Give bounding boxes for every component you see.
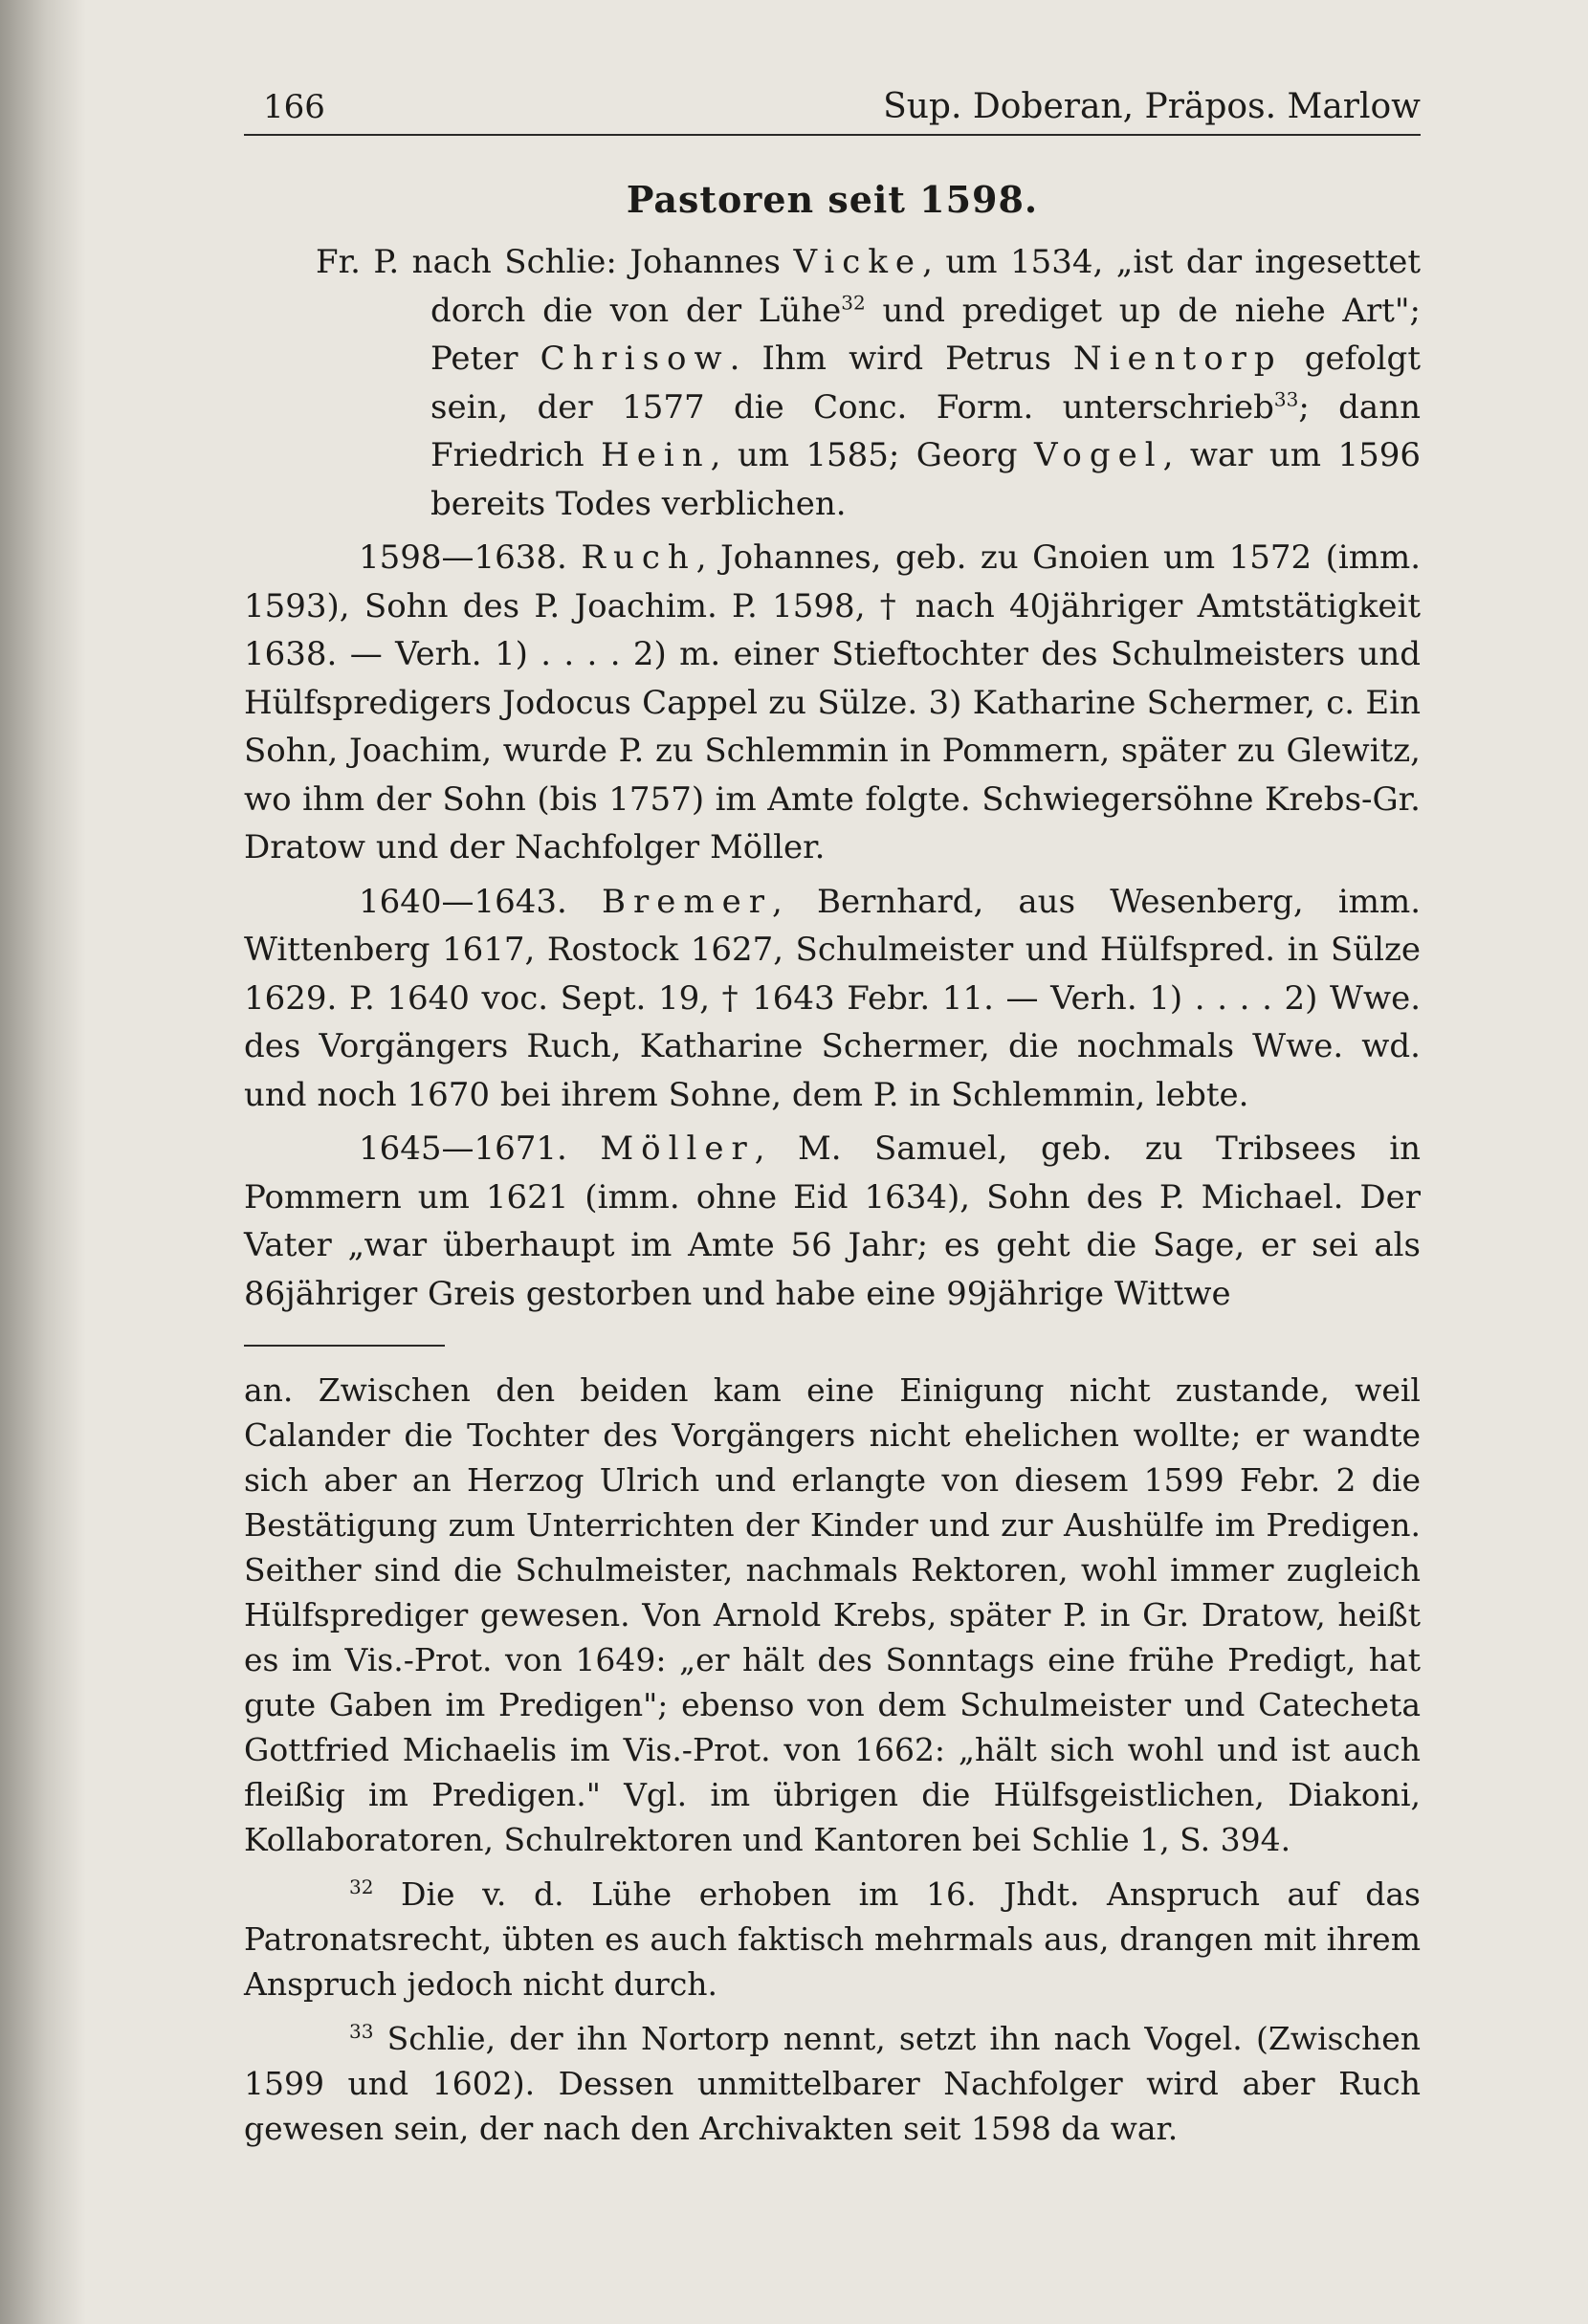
footnote-33 — [244, 2016, 1421, 2151]
footnote-number: 32 — [349, 1875, 374, 1898]
page-header — [244, 75, 1421, 136]
intro-text: Fr. P. nach Schlie: Johannes — [316, 243, 794, 281]
section-title: Pastoren seit 1598. — [626, 178, 1039, 221]
entry-text: , Johannes, geb. zu Gnoien um 1572 (imm. 1593), Sohn des P. Joachim. P. 1598, † nach 40jähriger Amtstätigkeit 1638. — Verh. 1) . . . . 2) m. einer Stieftochter des Schulmeisters und Hülfspredigers Jodocus Cappel zu Sülze. 3) Katharine Schermer, c. Ein Sohn, Joachim, wurde P. zu Schlemmin in Pommern, später zu Glewitz, wo ihm der Sohn (bis 1757) im Amte folgte. Schwiegersöhne Krebs-Gr. Dratow und der Nachfolger Möller. — [244, 538, 1422, 866]
entry-years: 1640—1643. — [359, 882, 567, 921]
entry-name: Bremer — [602, 882, 773, 921]
footnote-rule — [244, 1345, 445, 1347]
footnote-text: Schlie, der ihn Nortorp nennt, setzt ihn nach Vogel. (Zwischen 1599 und 1602). Dessen unmittelbarer Nachfolger wird aber Ruch gewesen sein, der nach den Archivakten seit 1598 da war. — [244, 2020, 1421, 2147]
footnote-text: Die v. d. Lühe erhoben im 16. Jhdt. Anspruch auf das Patronatsrecht, übten es auch faktisch mehrmals aus, drangen mit ihrem Anspruch jedoch nicht durch. — [244, 1875, 1421, 2003]
entry-years: 1645—1671. — [359, 1129, 567, 1168]
intro-text: ; dann Friedrich — [430, 387, 1422, 474]
pastor-name: Hein — [601, 436, 711, 474]
entry-paragraph — [244, 1125, 1421, 1318]
running-head: Sup. Doberan, Präpos. Marlow — [883, 87, 1421, 126]
entry-name: Ruch — [581, 538, 696, 577]
footnotes — [244, 1368, 1421, 2151]
intro-text: gefolgt sein, der 1577 die Conc. Form. unterschrieb — [430, 340, 1421, 427]
main-text — [244, 238, 1421, 1318]
intro-text: . Ihm wird Petrus — [729, 340, 1073, 378]
footnote-number: 33 — [349, 2020, 374, 2043]
intro-text: und prediget up de niehe Art"; Peter — [430, 291, 1421, 378]
entry-name: Möller — [600, 1129, 755, 1168]
entry-years: 1598—1638. — [359, 538, 567, 577]
intro-paragraph — [244, 238, 1421, 528]
entry-text: , Bernhard, aus Wesenberg, imm. Wittenberg 1617, Rostock 1627, Schulmeister und Hülfspred. in Sülze 1629. P. 1640 voc. Sept. 19, † 1643 Febr. 11. — Verh. 1) . . . . 2) Wwe. des Vorgängers Ruch, Katharine Schermer, die nochmals Wwe. wd. und noch 1670 bei ihrem Sohne, dem P. in Schlemmin, lebte. — [244, 882, 1421, 1114]
pastor-name: Vicke — [793, 243, 923, 281]
entry-paragraph — [244, 534, 1421, 872]
pastor-name: Nientorp — [1072, 340, 1283, 378]
intro-text: , um 1585; Georg — [710, 436, 1034, 474]
pastor-name: Chrisow — [540, 340, 730, 378]
footnote-continuation: an. Zwischen den beiden kam eine Einigung nicht zustande, weil Calander die Tochter des Vorgängers nicht ehelichen wollte; er wandte sich aber an Herzog Ulrich und erlangte von diesem 1599 Febr. 2 die Bestätigung zum Unterrichten der Kinder und zur Aushülfe im Predigen. Seither sind die Schulmeister, nachmals Rektoren, wohl immer zugleich Hülfsprediger gewesen. Von Arnold Krebs, später P. in Gr. Dratow, heißt es im Vis.-Prot. von 1649: „er hält des Sonntags eine frühe Predigt, hat gute Gaben im Predigen"; ebenso von dem Schulmeister und Catecheta Gottfried Michaelis im Vis.-Prot. von 1662: „hält sich wohl und ist auch fleißig im Predigen." Vgl. im übrigen die Hülfsgeistlichen, Diakoni, Kollaboratoren, Schulrektoren und Kantoren bei Schlie 1, S. 394. — [244, 1371, 1421, 1858]
footnote-ref-32: 32 — [841, 291, 866, 315]
entry-paragraph — [244, 878, 1421, 1120]
entry-text: , M. Samuel, geb. zu Tribsees in Pommern um 1621 (imm. ohne Eid 1634), Sohn des P. Michael. Der Vater „war überhaupt im Amte 56 Jahr; es geht die Sage, er sei als 86jähriger Greis gestorben und habe eine 99jährige Wittwe — [244, 1129, 1421, 1313]
book-page — [244, 75, 1421, 2160]
footnote-32 — [244, 1872, 1421, 2006]
pastor-name: Vogel — [1033, 436, 1163, 474]
page-number: 166 — [263, 88, 325, 126]
footnote-ref-33: 33 — [1273, 387, 1299, 411]
intro-text: , um 1534, „ist dar ingesettet dorch die von der Lühe — [430, 243, 1422, 330]
intro-text: , war um 1596 bereits Todes verblichen. — [430, 436, 1421, 523]
binding-shadow — [0, 0, 86, 2324]
